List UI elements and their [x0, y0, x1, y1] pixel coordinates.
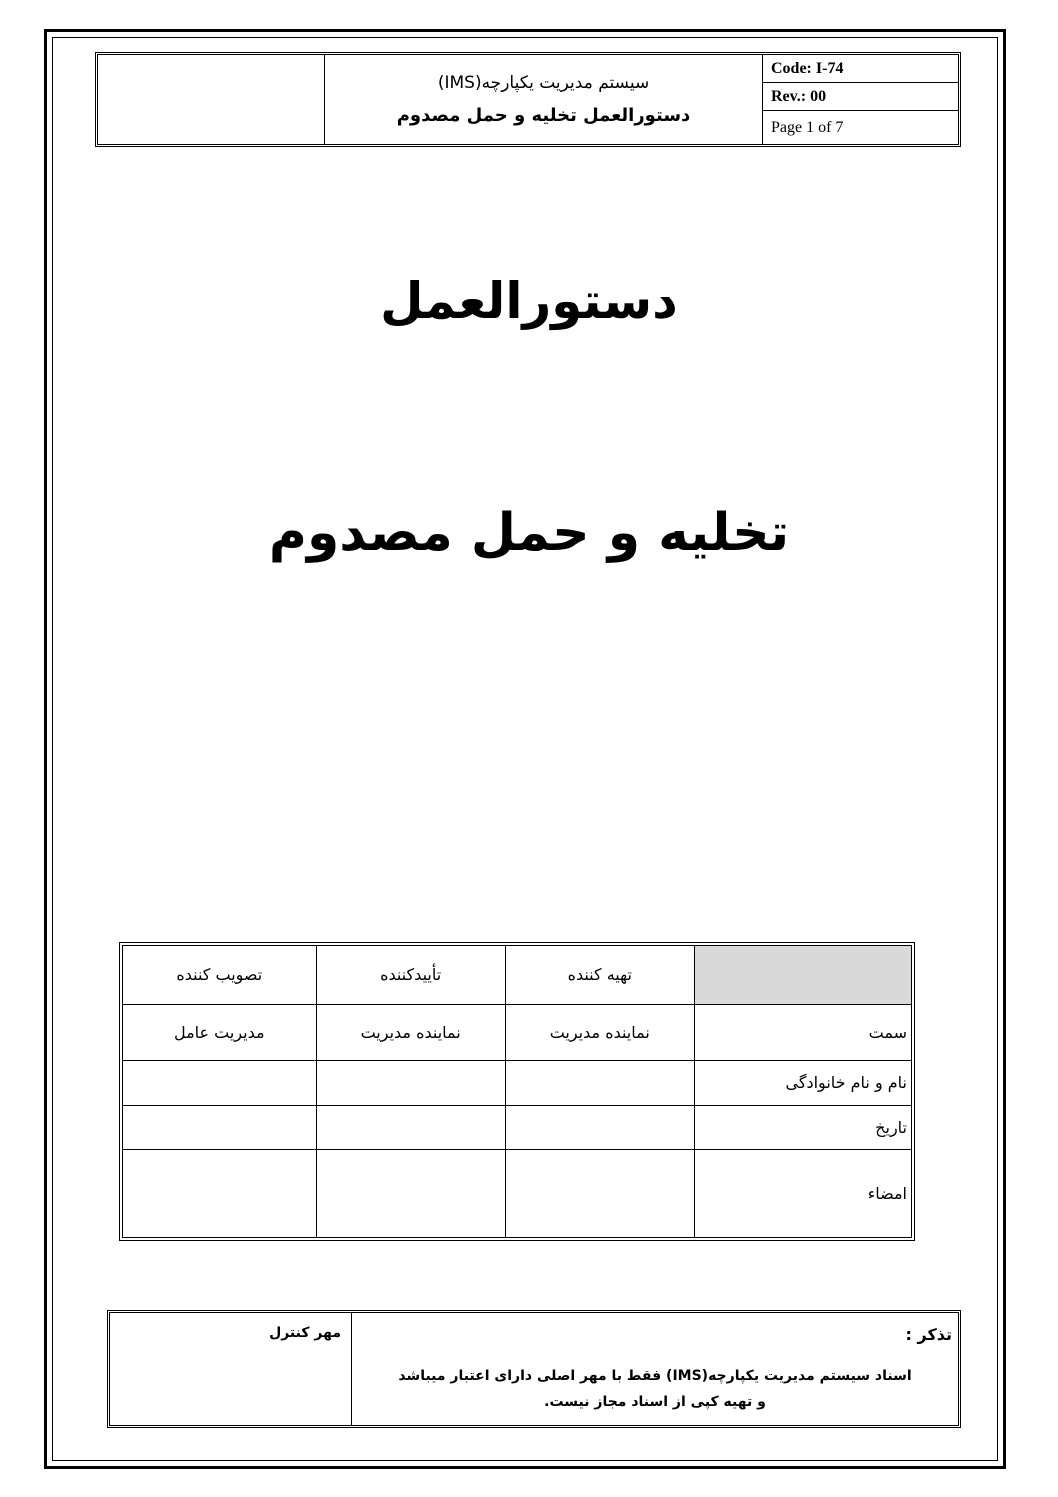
table-cell [123, 1149, 316, 1237]
header-logo-cell [98, 55, 325, 144]
table-cell: نماینده مدیریت [505, 1004, 694, 1060]
row-label-signature: امضاء [694, 1149, 911, 1237]
document-header [95, 52, 961, 147]
table-row [123, 1105, 911, 1149]
header-meta-cell [763, 55, 958, 144]
reminder-line-1: اسناد سیستم مدیریت یکپارچه(IMS) فقط با مهر اصلی دارای اعتبار میباشد [398, 1368, 912, 1384]
header-title-cell [325, 55, 763, 144]
table-cell [505, 1105, 694, 1149]
table-cell [316, 1105, 505, 1149]
row-label-full-name: نام و نام خانوادگی [694, 1060, 911, 1105]
table-cell [505, 1149, 694, 1237]
reminder-cell [352, 1313, 958, 1425]
header-doc-title: دستورالعمل تخلیه و حمل مصدوم [396, 105, 691, 126]
table-cell [123, 1060, 316, 1105]
table-row [123, 1149, 911, 1237]
approval-header-row [123, 946, 911, 1004]
table-cell [316, 1149, 505, 1237]
system-name: سیستم مدیریت یکپارچه(IMS) [437, 73, 650, 93]
table-cell: مدیریت عامل [123, 1004, 316, 1060]
control-note-box [107, 1310, 961, 1428]
cover-subtitle: تخلیه و حمل مصدوم [268, 503, 790, 563]
table-cell [123, 1105, 316, 1149]
table-row [123, 1004, 911, 1060]
row-label-position: سمت [694, 1004, 911, 1060]
row-label-date: تاریخ [694, 1105, 911, 1149]
table-cell: نماینده مدیریت [316, 1004, 505, 1060]
page-frame-inner [52, 37, 998, 1461]
column-confirmed-by: تأییدکننده [316, 946, 505, 1004]
doc-revision: Rev.: 00 [763, 83, 958, 111]
table-row [123, 1060, 911, 1105]
table-cell [316, 1060, 505, 1105]
cover-title: دستورالعمل [380, 272, 678, 330]
approval-table [119, 942, 915, 1241]
doc-code: Code: I-74 [763, 55, 958, 83]
control-stamp-cell [110, 1313, 352, 1425]
reminder-label: تذکر : [905, 1325, 952, 1344]
corner-cell [694, 946, 911, 1004]
column-approved-by: تصویب کننده [123, 946, 316, 1004]
page-number: Page 1 of 7 [771, 118, 844, 136]
reminder-line-2: و تهیه کپی از اسناد مجاز نیست. [544, 1394, 766, 1410]
column-prepared-by: تهیه کننده [505, 946, 694, 1004]
reminder-text [352, 1363, 958, 1415]
table-cell [505, 1060, 694, 1105]
control-stamp-label: مهر کنترل [269, 1325, 341, 1341]
